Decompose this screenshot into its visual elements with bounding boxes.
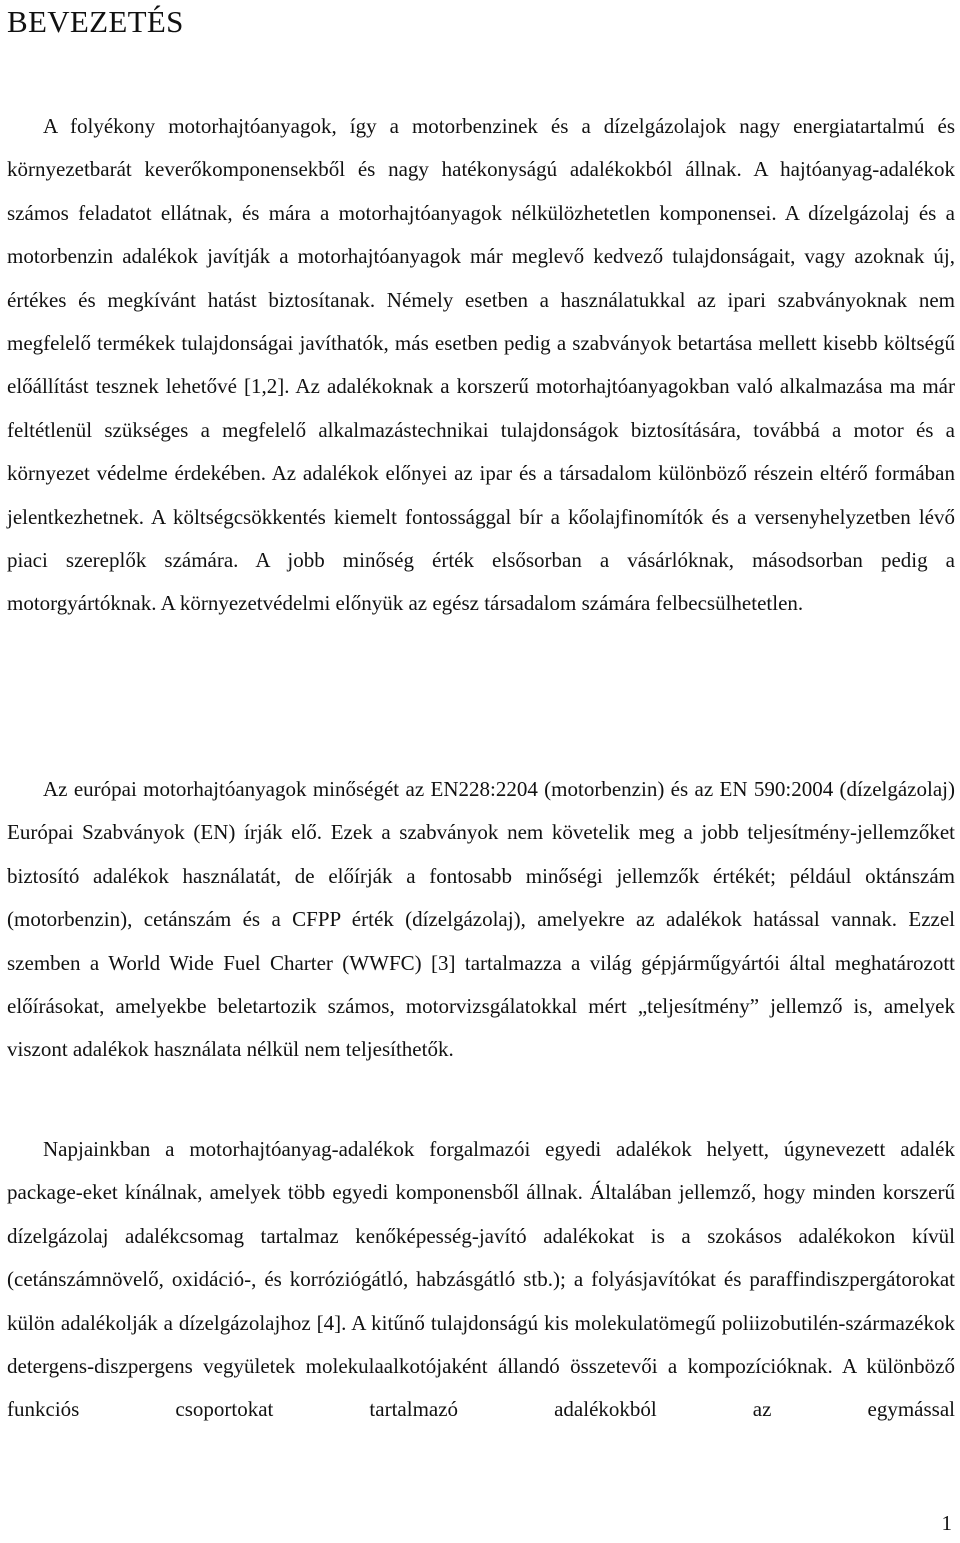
paragraph-2: Az európai motorhajtóanyagok minőségét az EN228:2204 (motorbenzin) és az EN 590:2004 (dízelgázolaj) Európai Szabványok (EN) írják elő. Ezek a szabványok nem követelik meg a jobb teljesítmény-jellemzőket biztosító adalékok használatát, de előírják a fontosabb minőségi jellemzők értékét; például oktánszám (motorbenzin), cetánszám és a CFPP érték (dízelgázolaj), amelyekre az adalékok hatással vannak. Ezzel szemben a World Wide Fuel Charter (WWFC) [3] tartalmazza a világ gépjárműgyártói által meghatározott előírásokat, amelyekbe beletartozik számos, motorvizsgálatokkal mért „teljesítmény” jellemző is, amelyek viszont adalékok használata nélkül nem teljesíthetők. — [7, 777, 955, 1062]
page-number: 1 — [941, 1511, 952, 1535]
paragraph-3: Napjainkban a motorhajtóanyag-adalékok forgalmazói egyedi adalékok helyett, úgynevezett adalék package-eket kínálnak, amelyek több egyedi komponensből állnak. Általában jellemző, hogy minden korszerű dízelgázolaj adalékcsomag tartalmaz kenőképesség-javító adalékokat is a szokásos adalékokon kívül (cetánszámnövelő, oxidáció-, és korróziógátló, habzásgátló stb.); a folyásjavítókat és paraffindiszpergátorokat külön adalékolják a dízelgázolajhoz [4]. A kitűnő tulajdonságú kis molekulatömegű poliizobutilén-származékok detergens-diszpergens vegyületek molekulaalkotójaként állandó összetevői a kompozícióknak. A különböző funkciós csoportokat tartalmazó adalékokból az egymással — [7, 1137, 955, 1422]
section-title: BEVEZETÉS — [7, 4, 184, 39]
paragraph-1: A folyékony motorhajtóanyagok, így a motorbenzinek és a dízelgázolajok nagy energiatartalmú és környezetbarát keverőkomponensekből és nagy hatékonyságú adalékokból állnak. A hajtóanyag-adalékok számos feladatot ellátnak, és mára a motorhajtóanyagok nélkülözhetetlen komponensei. A dízelgázolaj és a motorbenzin adalékok javítják a motorhajtóanyagok már meglevő kedvező tulajdonságait, vagy azoknak új, értékes és megkívánt hatást biztosítanak. Némely esetben a használatukkal az ipari szabványoknak nem megfelelő termékek tulajdonságai javíthatók, más esetben pedig a szabványok betartása mellett kisebb költségű előállítást tesznek lehetővé [1,2]. Az adalékoknak a korszerű motorhajtóanyagokban való alkalmazása ma már feltétlenül szükséges a megfelelő alkalmazástechnikai tulajdonságok biztosítására, továbbá a motor és a környezet védelme érdekében. Az adalékok előnyei az ipar és a társadalom különböző részein eltérő formában jelentkezhetnek. A költségcsökkentés kiemelt fontossággal bír a kőolajfinomítók és a versenyhelyzetben lévő piaci szereplők számára. A jobb minőség érték elsősorban a vásárlóknak, másodsorban pedig a motorgyártóknak. A környezetvédelmi előnyük az egész társadalom számára felbecsülhetetlen. — [7, 114, 955, 616]
